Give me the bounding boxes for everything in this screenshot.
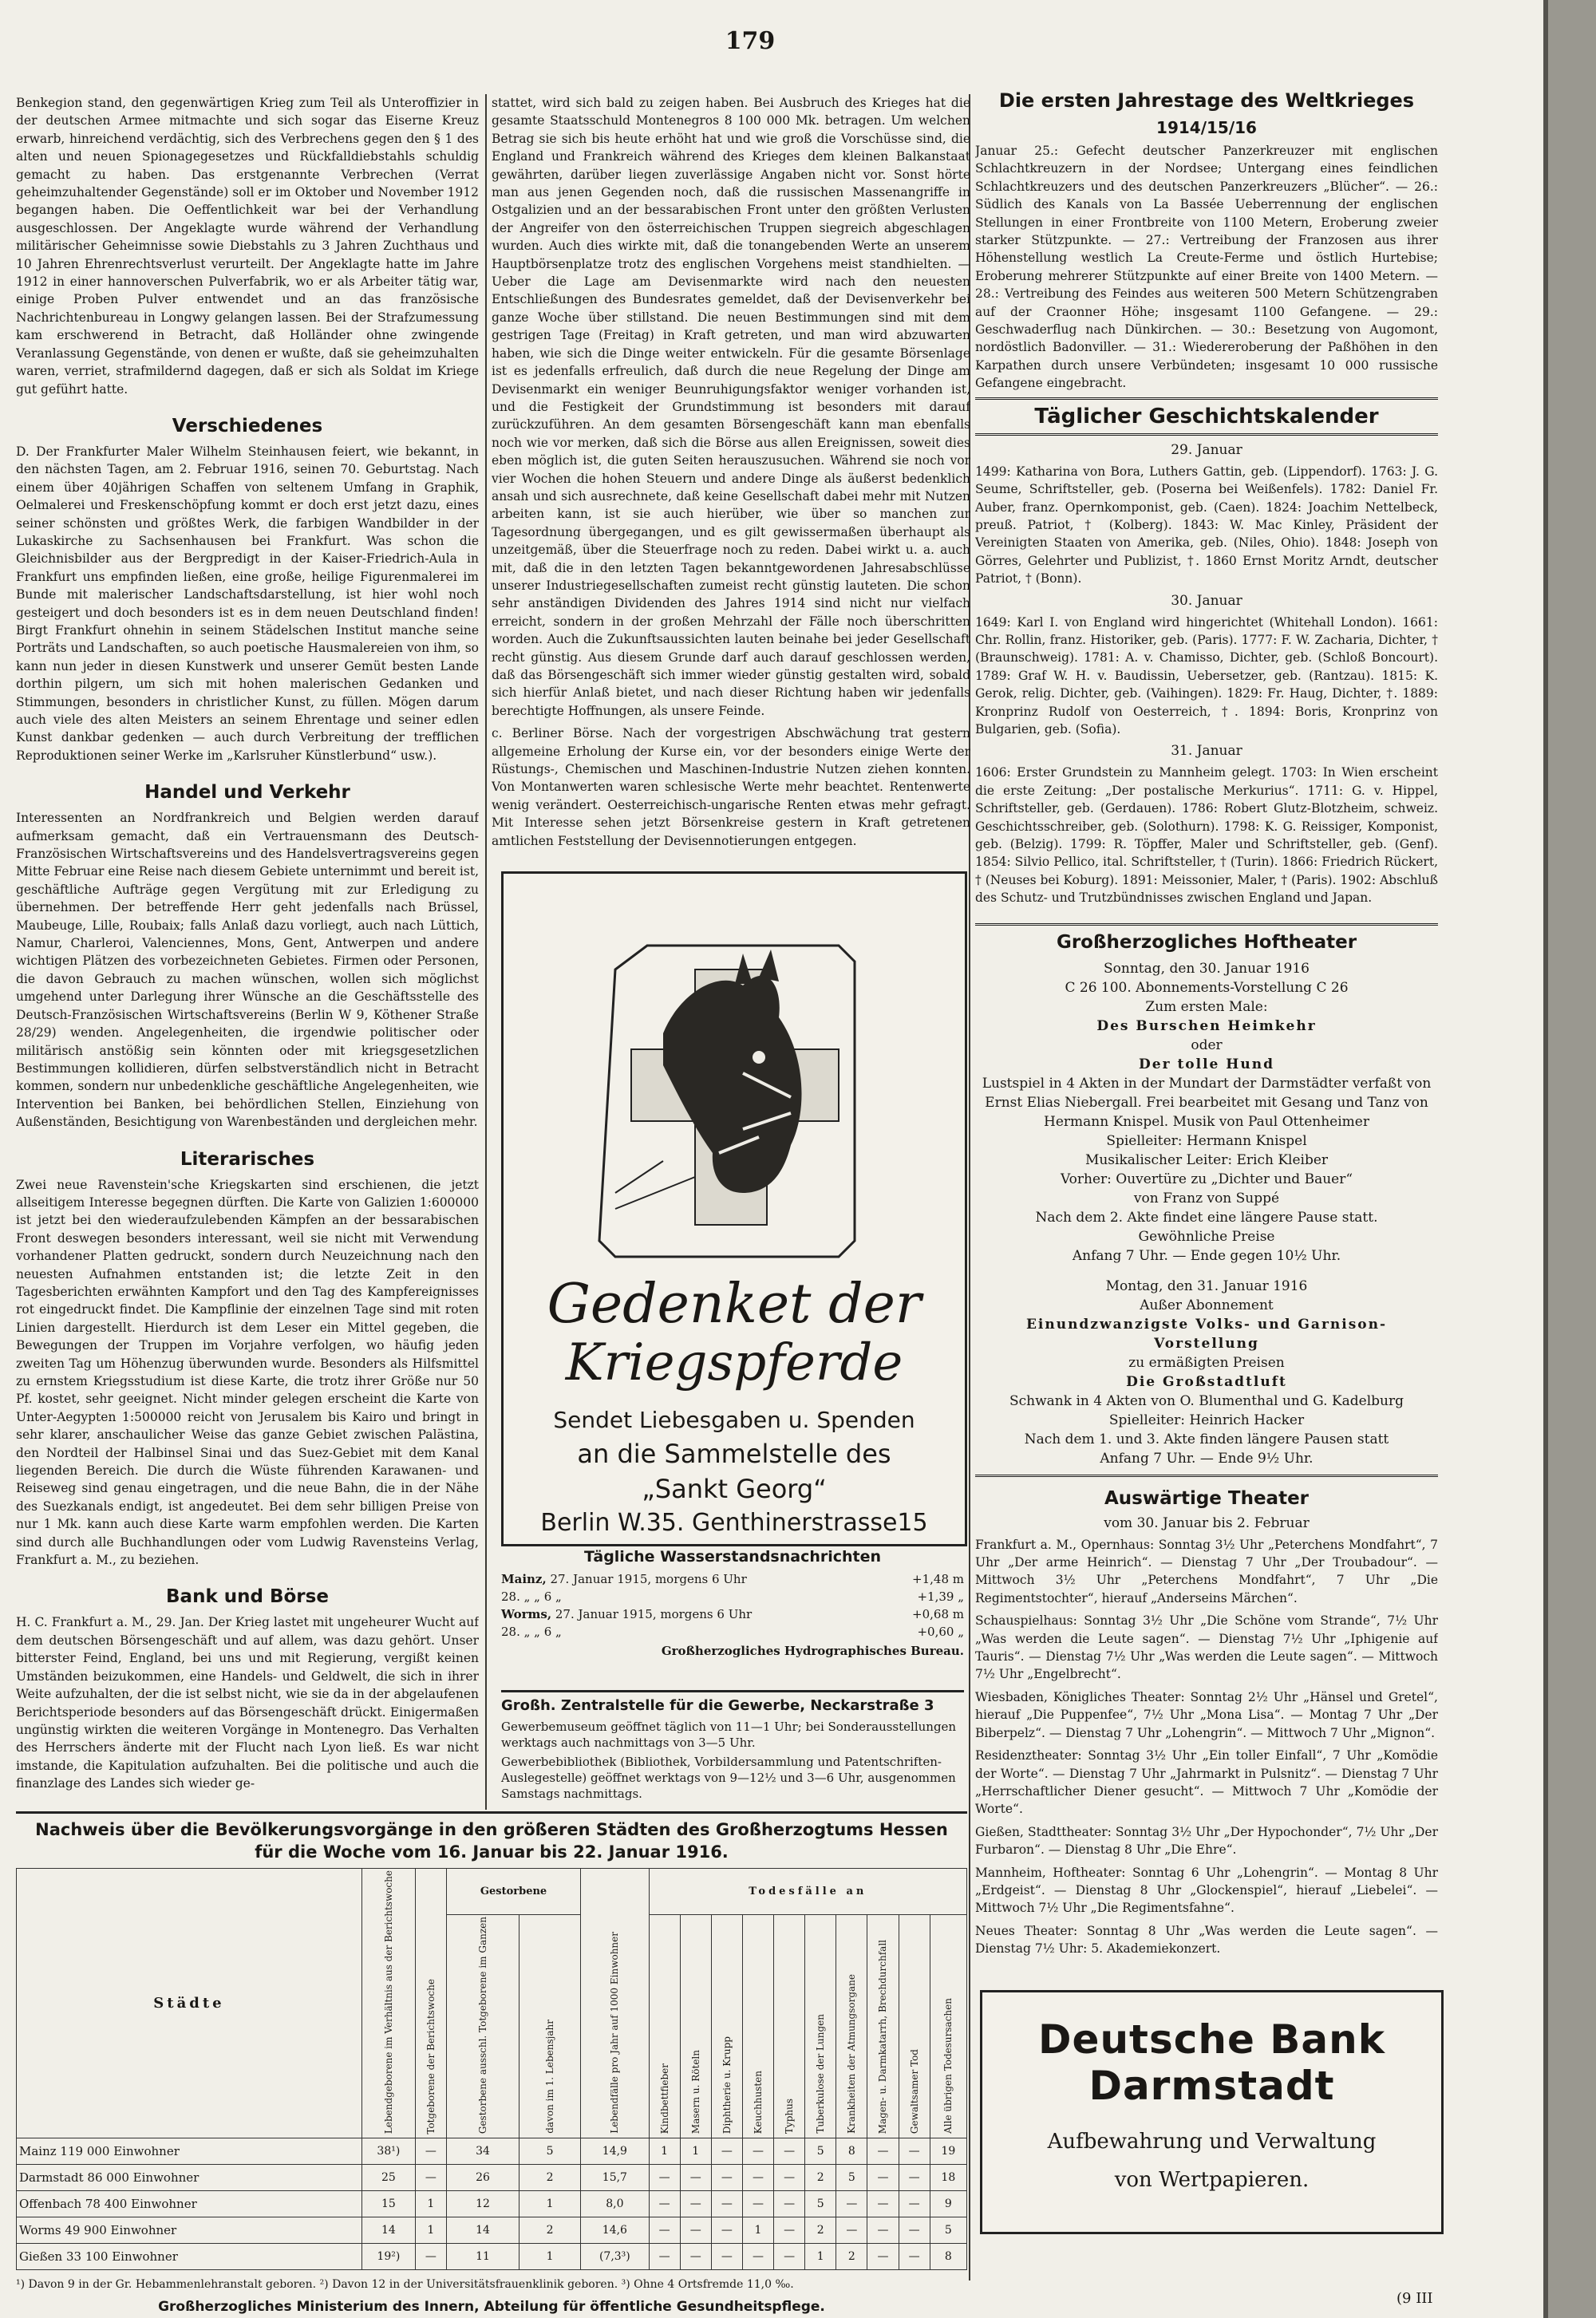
article-paragraph: c. Berliner Börse. Nach der vorgestrigen Abschwächung trat gestern allgemeine Erholung der Kurse ein, vor der besonders einige Werte der Rüstungs-, Chemischen und Maschinen-Industrie Nutzen ziehen konnten. Von Montanwerten waren schlesische Werte mehr beachtet. Rentenwerte wenig verändert. Oesterreichisch-ungarische Renten etwas mehr gefragt. Mit Interesse sehen jetzt Börsenkreise gestern in Kraft getretenen amtlichen Feststellung der Devisennotierungen entgegen.	[492, 726, 970, 848]
table-cell: 11	[446, 2244, 519, 2270]
table-cell: —	[711, 2244, 742, 2270]
column-header: Tuberkulose der Lungen	[815, 2014, 827, 2134]
water-level-report	[501, 1548, 964, 1684]
section-title-bank: Bank und Börse	[166, 1586, 329, 1608]
table-cell: —	[774, 2244, 805, 2270]
table-cell: —	[711, 2165, 742, 2191]
water-level-row: 28. „ „ 6 „ +0,60 „	[501, 1625, 964, 1639]
column-header: Alle übrigen Todesursachen	[942, 1998, 954, 2134]
table-row	[17, 2165, 967, 2191]
population-statistics	[16, 1811, 967, 2314]
table-cell: 14	[361, 2217, 415, 2244]
table-cell: —	[836, 2217, 867, 2244]
statistics-table	[16, 1868, 967, 2270]
group-header: Gestorbene	[446, 1869, 580, 1915]
auswaertig-subtitle: vom 30. Januar bis 2. Februar	[1104, 1514, 1310, 1531]
section-title-handel: Handel und Verkehr	[144, 782, 350, 804]
column-header: Krankheiten der Atmungsorgane	[846, 1974, 858, 2134]
table-cell: —	[415, 2138, 446, 2165]
table-cell: —	[742, 2191, 773, 2217]
table-cell: 5	[519, 2138, 581, 2165]
table-cell: —	[899, 2138, 930, 2165]
auswaertig-entry: Neues Theater: Sonntag 8 Uhr „Was werden die Leute sagen“. — Dienstag 7½ Uhr: 5. Akademiekonzert.	[975, 1923, 1438, 1957]
auswaertig-entry: Residenztheater: Sonntag 3½ Uhr „Ein toller Einfall“, 7 Uhr „Komödie der Worte“. — Dienstag 7 Uhr „Jahrmarkt in Pulsnitz“. — Dienstag 7 Uhr „Herrschaftlicher Diener gesucht“. — Mittwoch 7 Uhr „Komödie der Worte“.	[975, 1748, 1438, 1817]
table-cell: —	[867, 2217, 899, 2244]
table-cell: —	[711, 2138, 742, 2165]
water-level-row: Mainz, 27. Januar 1915, morgens 6 Uhr +1,48 m	[501, 1572, 964, 1586]
water-level-row: 28. „ „ 6 „ +1,39 „	[501, 1589, 964, 1604]
column-header: Gewaltsamer Tod	[908, 2049, 920, 2134]
table-cell: 2	[805, 2165, 836, 2191]
table-cell: 34	[446, 2138, 519, 2165]
table-cell: —	[774, 2217, 805, 2244]
table-cell: —	[867, 2165, 899, 2191]
column-header: Magen- u. Darmkatarrh, Brechdurchfall	[877, 1939, 889, 2134]
table-cell: —	[899, 2217, 930, 2244]
auswaertig-title: Auswärtige Theater	[1104, 1487, 1310, 1509]
table-cell: (7,3³)	[581, 2244, 649, 2270]
column-header: davon im 1. Lebensjahr	[544, 2020, 556, 2134]
table-cell: 2	[519, 2217, 581, 2244]
table-cell: 14,6	[581, 2217, 649, 2244]
gewerbe-line: Gewerbebibliothek (Bibliothek, Vorbildersammlung und Patentschriften-Auslegestelle) geöffnet werktags von 9—12½ und 3—6 Uhr, ausgenommen Samstags nachmittags.	[501, 1755, 956, 1801]
table-cell: 5	[805, 2191, 836, 2217]
calendar-entry: 1606: Erster Grundstein zu Mannheim gelegt. 1703: In Wien erscheint die erste Zeitung: „Der postalische Merkurius“. 1711: G. v. Hippel, Schriftsteller, geb. (Gerdauen). 1786: Robert Glutz-Blotzheim, schweiz. Geschichtsschreiber, geb. (Solothurn). 1798: K. G. Reissiger, Komponist, geb. (Belzig). 1799: R. Töpffer, Maler und Schriftsteller, geb. (Genf). 1854: Silvio Pellico, ital. Schriftsteller, † (Turin). 1866: Friedrich Rückert, † (Neuses bei Koburg). 1891: Meissonier, Maler, † (Paris). 1902: Abschluß des Schutz- und Trutzbündnisses zwischen England und Japan.	[975, 765, 1438, 906]
hoftheater-program: Sonntag, den 30. Januar 1916 C 26 100. Abonnements-Vorstellung C 26 Zum ersten Male: Des Burschen Heimkehr oder Der tolle Hund Lustspiel in 4 Akten in der Mundart der Darmstädter verfaßt von Ernst Elias Niebergall. Frei bearbeitet mit Gesang und Tanz von Hermann Knispel. Musik von Paul Ottenheimer Spielleiter: Hermann Knispel Musikalischer Leiter: Erich Kleiber Vorher: Ouvertüre zu „Dichter und Bauer“ von Franz von Suppé Nach dem 2. Akte findet eine längere Pause statt. Gewöhnliche Preise Anfang 7 Uhr. — Ende gegen 10½ Uhr. Montag, den 31. Januar 1916 Außer Abonnement Einundzwanzigste Volks- und Garnison-Vorstellung zu ermäßigten Preisen Die Großstadtluft Schwank in 4 Akten von O. Blumenthal und G. Kadelburg Spielleiter: Heinrich Hacker Nach dem 1. und 3. Akte finden längere Pausen statt Anfang 7 Uhr. — Ende 9½ Uhr.	[982, 960, 1432, 1467]
table-cell: 2	[836, 2244, 867, 2270]
deutsche-bank-advert	[980, 1990, 1444, 2234]
column-header: Lebendgeborene im Verhältnis aus der Berichtswoche	[382, 1870, 394, 2134]
statistics-body	[17, 2138, 967, 2270]
table-cell: —	[774, 2165, 805, 2191]
statistics-footnote: ¹) Davon 9 in der Gr. Hebammenlehranstalt geboren. ²) Davon 12 in der Universitätsfrauenklinik geboren. ³) Ohne 4 Ortsfremde 11,0 ‰.	[16, 2278, 794, 2292]
gewerbe-notice	[501, 1690, 964, 1801]
bank-name: Deutsche Bank Darmstadt	[1038, 2016, 1385, 2109]
anniversary-text: Januar 25.: Gefecht deutscher Panzerkreuzer mit englischen Schlachtkreuzern in der Nordsee; Untergang eines feindlichen Schlachtkreuzers und des deutschen Panzerkreuzers „Blücher“. — 26.: Südlich des Kanals von La Bassée Ueberrennung der englischen Stellungen in einer Frontbreite von 1100 Metern, Eroberung zweier starker Stützpunkte. — 27.: Vertreibung der Franzosen aus ihrer Höhenstellung westlich La Creute-Ferme und östlich Hurtebise; Eroberung mehrerer Stützpunkte auf einer Breite von 1400 Metern. — 28.: Vertreibung des Feindes aus weiteren 500 Metern Schützengraben auf der Craonner Höhe; insgesamt 1100 Gefangene. — 29.: Geschwaderflug nach Dünkirchen. — 30.: Besetzung von Augomont, nordöstlich Badonviller. — 31.: Wiedereroberung der Paßhöhen in den Karpathen durch unsere Verbündeten; insgesamt 10 000 russische Gefangene eingebracht.	[975, 144, 1438, 391]
table-cell: —	[867, 2191, 899, 2217]
auswaertig-entry: Gießen, Stadttheater: Sonntag 3½ Uhr „Der Hypochonder“, 7½ Uhr „Der Furbaron“. — Dienstag 8 Uhr „Die Ehre“.	[975, 1824, 1438, 1858]
table-cell: 38¹)	[361, 2138, 415, 2165]
article-paragraph: Interessenten an Nordfrankreich und Belgien werden darauf aufmerksam gemacht, daß ein Vertrauensmann des Deutsch-Französischen Wirtschaftsvereins und des Handelsvertragsvereins gegen Mitte Februar eine Reise nach diesem Gebiete unternimmt und bereit ist, geschäftliche Aufträge gegen Vergütung mit zur Erledigung zu übernehmen. Der betreffende Herr geht jedenfalls nach Brüssel, Maubeuge, Lille, Roubaix; falls Anlaß dazu vorliegt, auch nach Lüttich, Namur, Charleroi, Valenciennes, Mons, Gent, Antwerpen und andere wichtigen Plätzen des vorbezeichneten Gebietes. Firmen oder Personen, die davon Gebrauch zu machen wünschen, wollen sich möglichst umgehend unter Darlegung ihrer Wünsche an die Geschäftsstelle des Deutsch-Französischen Wirtschaftsvereins (Berlin W 9, Köthener Straße 28/29) wenden. Angelegenheiten, die irgendwie politischer oder militärisch anstößig sein könnten oder mit kriegsgesetzlichen Bestimmungen kollidieren, dürfen selbstverständlich nicht in Betracht kommen, sondern nur unbedenkliche geschäftliche Angelegenheiten, wie Intervention bei Banken, bei behördlichen Stellen, Einziehung von Außenständen, Besichtigung von Warenbeständen und dergleichen mehr.	[16, 811, 479, 1130]
column-header: Keuchhusten	[752, 2070, 764, 2134]
table-cell: —	[867, 2138, 899, 2165]
column-header: Lebendfälle pro Jahr auf 1000 Einwohner	[609, 1932, 621, 2134]
calendar-date: 31. Januar	[1171, 743, 1242, 760]
column-header: Masern u. Röteln	[689, 2050, 701, 2134]
article-paragraph: stattet, wird sich bald zu zeigen haben. Bei Ausbruch des Krieges hat die gesamte Staatsschuld Montenegros 8 100 000 Mk. betragen. Um welchen Betrag sie sich bis heute erhöht hat und wie groß die Vorschüsse sind, die England und Frankreich während des Krieges dem kleinen Balkanstaat gewährten, darüber liegen zuverlässige Angaben nicht vor. Sonst hörte man aus jenen Gegenden noch, daß die russischen Massenangriffe in Ostgalizien und an der bessarabischen Front unter den größten Verlusten der Angreifer von den österreichischen Truppen siegreich abgeschlagen wurden. Auch dies wirkte mit, daß die tonangebenden Werte an unserem Hauptbörsenplatze trotz des englischen Vorgehens meist standhielten. — Ueber die Lage am Devisenmarkte wird nach den neuesten Entschließungen des Bundesrates gemeldet, daß der Devisenverkehr bei ganze Woche über stillstand. Die neuen Bestimmungen sind mit dem gestrigen Tage (Freitag) in Kraft getreten, und man wird abzuwarten haben, wie sich die Dinge weiter entwickeln. Für die gesamte Börsenlage ist es jedenfalls erfreulich, daß durch die neue Regelung der Dinge am Devisenmarkt ein weniger Beunruhigungsfaktor weniger vorhanden ist, und die Festigkeit der Grundstimmung ist besonders mit darauf zurückzuführen. An dem gesamten Börsengeschäft kann man ebenfalls noch wie vor merken, daß sich die Börse aus allen Ereignissen, soweit dies eben möglich ist, die guten Seiten herauszusuchen. Während sie noch vor vier Wochen die hohen Steuern und andere Dinge als äußerst bedenklich ansah und sich ausrechnete, daß keine Gesellschaft dabei mehr mit Nutzen arbeiten kann, ist sie auch hierüber, wie über so manchen zur Tagesordnung übergegangen, und es gilt gewissermaßen überhaupt als unzeitgemäß, über die Steuerfrage noch zu reden. Dabei wirkt u. a. auch mit, daß die in den letzten Tagen bekanntgewordenen Jahresabschlüsse unserer Industriegesellschaften zumeist recht günstig lauteten. Die schon sehr anständigen Dividenden des Jahres 1914 sind nicht nur vielfach erreicht, sondern in der großen Mehrzahl der Fälle noch überschritten worden. Auch die Zukunftsaussichten lauten beinahe bei jeder Gesellschaft recht günstig. Aus diesem Grunde darf auch darauf geschlossen werden, daß das Börsengeschäft sich immer wieder günstig gestalten wird, sobald sich hierfür Anlaß bietet, und nach dieser Richtung haben wir jedenfalls berechtigte Hoffnungen, als unsere Feinde.	[492, 96, 970, 718]
table-cell: —	[711, 2217, 742, 2244]
table-cell: —	[836, 2191, 867, 2217]
table-cell: 8	[836, 2138, 867, 2165]
anniversary-title: Die ersten Jahrestage des Weltkrieges	[998, 89, 1415, 112]
gewerbe-line: Gewerbemuseum geöffnet täglich von 11—1 Uhr; bei Sonderausstellungen werktags auch nachmittags von 3—5 Uhr.	[501, 1720, 957, 1750]
calendar-entry: 1649: Karl I. von England wird hingerichtet (Whitehall London). 1661: Chr. Rollin, franz. Historiker, geb. (Paris). 1777: F. W. Zacharia, Dichter, † (Braunschweig). 1781: A. v. Chamisso, Dichter, geb. (Schloß Boncourt). 1789: Graf W. H. v. Baudissin, Uebersetzer, geb. (Rantzau). 1815: K. Gerok, relig. Dichter, geb. (Vaihingen). 1829: Fr. Haug, Dichter, †. 1889: Kronprinz Rudolf von Oesterreich, †. 1894: Boris, Kronprinz von Bulgarien, geb. (Sofia).	[975, 614, 1438, 736]
article-paragraph: Benkegion stand, den gegenwärtigen Krieg zum Teil als Unteroffizier in der deutschen Armee mitmachte und sich sogar das Eiserne Kreuz erwarb, hinreichend verdächtig, sich des Verbrechens gegen den § 1 des alten und neuen Spionagegesetzes und Rückfalldiebstahls schuldig gemacht zu haben. Das erstgenannte Verbrechen (Verrat geheimzuhaltender Gegenstände) soll er im Oktober und November 1912 begangen haben. Die Oeffentlichkeit war bei der Verhandlung ausgeschlossen. Der Angeklagte wurde während der Verhandlung militärischer Geheimnisse sowie Diebstahls zu 3 Jahren Zuchthaus und 10 Jahren Ehrenrechtsverlust verurteilt. Der Angeklagte hatte im Jahre 1912 in einer hannoverschen Pulverfabrik, wo er als Arbeiter tätig war, einige Proben Pulver entwendet und an das französische Nachrichtenbureau in Longwy gelangen lassen. Bei der Strafzumessung kam erschwerend in Betracht, daß Holländer ohne zwingende Veranlassung Gegenstände, von denen er wußte, daß sie geheimzuhalten waren, verriet, strafmildernd dagegen, daß er sich als Soldat im Kriege gut geführt hatte.	[16, 96, 479, 397]
section-title-verschiedenes: Verschiedenes	[172, 415, 323, 436]
table-cell: —	[711, 2191, 742, 2217]
table-cell: —	[899, 2244, 930, 2270]
bank-ad-code: (9 III	[1396, 2290, 1433, 2307]
auswaertig-entry: Wiesbaden, Königliches Theater: Sonntag 2½ Uhr „Hänsel und Gretel“, hierauf „Die Puppenfee“, 7½ Uhr „Mona Lisa“. — Montag 7 Uhr „Der Biberpelz“. — Dienstag 7 Uhr „Lohengrin“. — Mittwoch 7 Uhr „Mignon“.	[975, 1689, 1438, 1740]
table-cell: —	[415, 2244, 446, 2270]
water-level-row: Worms, 27. Januar 1915, morgens 6 Uhr +0,68 m	[501, 1607, 964, 1621]
article-paragraph: Zwei neue Ravenstein'sche Kriegskarten sind erschienen, die jetzt allseitigem Interesse begegnen dürften. Die Karte von Galizien 1:600000 ist jetzt bei den wiederaufzulebenden Kämpfen an der bessarabischen Front deswegen besonders interessant, weil sie nicht mit Verwendung vorhandener Platten gedruckt, sondern durch Neuzeichnung nach den neuesten Aufnahmen entstanden ist; die letzte Zeit in den Tagesberichten erwähnten Kampfort und den Tag des Kampfereignisses rot eingedruckt findet. Die Kampflinie der einzelnen Tage sind mit roten Linien dargestellt. Hierdurch ist dem Leser ein Mittel gegeben, die Bewegungen der Truppen im Vorjahre verfolgen, wo häufig jeden zweiten Tag um Höhenzug überwunden wurde. Besonders als Hilfsmittel zu ernstem Kriegsstudium ist diese Karte, die trotz ihrer Größe nur 50 Pf. kostet, sehr geeignet. Nicht minder gelegen erscheint die Karte von Unter-Aegypten 1:500000 reicht von Jerusalem bis Kairo und bringt in sehr klarer, anschaulicher Weise das ganze Gebiet zwischen Palästina, den Nordteil der Halbinsel Sinai und das Suez-Gebiet mit dem Kanal liegenden Bereich. Die durch die Wüste führenden Karawanen- und Reiseweg sind genau eingetragen, und die neue Bahn, die in der Nähe des Suezkanals endigt, ist angedeutet. Bei dem sehr billigen Preise von nur 1 Mk. kann auch diese Karte warm empfohlen werden. Die Karten sind durch alle Buchhandlungen oder vom Ludwig Ravensteins Verlag, Frankfurt a. M., zu beziehen.	[16, 1177, 479, 1568]
table-cell: —	[649, 2217, 680, 2244]
column-header: Diphtherie u. Krupp	[721, 2036, 733, 2134]
column-left	[16, 94, 479, 1810]
advert-address: Berlin W.35. Genthinerstrasse15	[540, 1509, 928, 1537]
table-cell: 19²)	[361, 2244, 415, 2270]
table-cell: —	[649, 2244, 680, 2270]
section-title-literarisches: Literarisches	[180, 1148, 315, 1170]
statistics-signature: Großherzogliches Ministerium des Innern, Abteilung für öffentliche Gesundheitspflege.	[158, 2299, 825, 2316]
table-cell: 2	[519, 2165, 581, 2191]
advert-headline: Gedenket der	[547, 1273, 922, 1336]
table-cell: 25	[361, 2165, 415, 2191]
city-cell: Worms 49 900 Einwohner	[17, 2217, 362, 2244]
bank-service: Aufbewahrung und Verwaltung	[1047, 2130, 1377, 2154]
table-cell: 1	[415, 2191, 446, 2217]
column-header: Kindbettfieber	[658, 2063, 670, 2134]
gewerbe-title: Großh. Zentralstelle für die Gewerbe, Neckarstraße 3	[501, 1697, 934, 1714]
hoftheater-box	[975, 923, 1438, 1477]
table-cell: 14,9	[581, 2138, 649, 2165]
table-cell: 8	[930, 2244, 966, 2270]
column-header-staedte: Städte	[17, 1869, 362, 2138]
table-cell: 1	[519, 2191, 581, 2217]
water-level-title: Tägliche Wasserstandsnachrichten	[583, 1548, 882, 1566]
column-header: Gestorbene ausschl. Totgeborene im Ganzen	[477, 1917, 488, 2134]
table-cell: 1	[742, 2217, 773, 2244]
anniversary-subtitle: 1914/15/16	[1156, 118, 1257, 137]
city-cell: Mainz 119 000 Einwohner	[17, 2138, 362, 2165]
table-cell: 8,0	[581, 2191, 649, 2217]
table-cell: 5	[805, 2138, 836, 2165]
table-cell: 26	[446, 2165, 519, 2191]
calendar-date: 30. Januar	[1171, 592, 1242, 609]
article-paragraph: H. C. Frankfurt a. M., 29. Jan. Der Krieg lastet mit ungeheurer Wucht auf dem deutschen Börsengeschäft und auf allem, was dazu gehört. Unser bitterster Feind, England, bei uns und mit Regierung, vergißt keinen Umständen beizukommen, eine Handels- und Geldwelt, die sich in ihrer Weite aufzuhalten, der die ist selbst nicht, wie sie da in der abgelaufenen Berichtsperiode besonders auf das Börsengeschäft drückt. Einigermaßen ungünstig wirkten die weiteren Vorgänge in Montenegro. Das Verhalten des Herrschers änderte mit der Flucht nach Lyon ließ. Es war nicht imstande, die Kapitulation aufzuhalten. Bei die politische und auch die finanzlage des Landes sich wieder ge-	[16, 1615, 479, 1791]
auswaertig-entry: Frankfurt a. M., Opernhaus: Sonntag 3½ Uhr „Peterchens Mondfahrt“, 7 Uhr „Der arme Heinrich“. — Dienstag 7 Uhr „Der Troubadour“. — Mittwoch 3½ Uhr „Peterchens Mondfahrt“, 7 Uhr „Die Regimentstochter“, hierauf „Anderseins Märchen“.	[975, 1537, 1438, 1605]
table-cell: 18	[930, 2165, 966, 2191]
book-binding-edge	[1543, 0, 1596, 2318]
table-cell: 5	[930, 2217, 966, 2244]
city-cell: Gießen 33 100 Einwohner	[17, 2244, 362, 2270]
auswaertig-entry: Mannheim, Hoftheater: Sonntag 6 Uhr „Lohengrin“. — Montag 8 Uhr „Erdgeist“. — Dienstag 8 Uhr „Glockenspiel“, hierauf „Liebelei“. — Mittwoch 7½ Uhr „Die Regimentsfahne“.	[975, 1865, 1438, 1916]
table-cell: —	[774, 2191, 805, 2217]
table-cell: 19	[930, 2138, 966, 2165]
city-cell: Darmstadt 86 000 Einwohner	[17, 2165, 362, 2191]
table-cell: 15	[361, 2191, 415, 2217]
table-cell: 2	[805, 2217, 836, 2244]
table-cell: —	[415, 2165, 446, 2191]
table-cell: 5	[836, 2165, 867, 2191]
table-cell: 1	[415, 2217, 446, 2244]
table-cell: —	[742, 2138, 773, 2165]
column-header: Totgeborene der Berichtswoche	[425, 1978, 437, 2134]
table-row	[17, 2138, 967, 2165]
hoftheater-title: Großherzogliches Hoftheater	[1056, 931, 1357, 953]
calendar-title: Täglicher Geschichtskalender	[975, 397, 1438, 436]
table-cell: —	[649, 2191, 680, 2217]
table-row	[17, 2244, 967, 2270]
column-header: Typhus	[784, 2099, 796, 2134]
table-cell: 15,7	[581, 2165, 649, 2191]
table-cell: —	[774, 2138, 805, 2165]
table-cell: 1	[519, 2244, 581, 2270]
table-cell: —	[867, 2244, 899, 2270]
table-cell: 1	[805, 2244, 836, 2270]
calendar-entry: 1499: Katharina von Bora, Luthers Gattin, geb. (Lippendorf). 1763: J. G. Seume, Schriftsteller, geb. (Poserna bei Weißenfels). 1782: Daniel Fr. Auber, franz. Opernkomponist, geb. (Caen). 1824: Joachim Nettelbeck, preuß. Patriot, † (Kolberg). 1843: W. Mac Kinley, Präsident der Vereinigten Staaten von Amerika, geb. (Niles, Ohio). 1848: Joseph von Görres, Gelehrter und Publizist, †. 1860 Ernst Moritz Arndt, deutscher Patriot, † (Bonn).	[975, 464, 1438, 586]
table-cell: —	[899, 2191, 930, 2217]
table-cell: 12	[446, 2191, 519, 2217]
table-cell: 1	[680, 2138, 711, 2165]
statistics-title: Nachweis über die Bevölkerungsvorgänge in den größeren Städten des Großherzogtums Hessen für die Woche vom 16. Januar bis 22. Januar 1916.	[16, 1811, 967, 1863]
advert-text: Sendet Liebesgaben u. Spenden	[553, 1407, 915, 1433]
table-cell: 14	[446, 2217, 519, 2244]
table-cell: —	[680, 2191, 711, 2217]
calendar-date: 29. Januar	[1171, 441, 1242, 458]
advert-text: „Sankt Georg“	[642, 1474, 827, 1504]
advert-text: an die Sammelstelle des	[577, 1439, 891, 1469]
table-cell: —	[742, 2165, 773, 2191]
column-divider	[485, 94, 487, 1810]
page-number: 179	[725, 27, 776, 55]
table-row	[17, 2191, 967, 2217]
bank-service: von Wertpapieren.	[1114, 2168, 1310, 2192]
table-cell: —	[680, 2244, 711, 2270]
war-horses-advert	[501, 871, 967, 1546]
auswaertig-entry: Schauspielhaus: Sonntag 3½ Uhr „Die Schöne vom Strande“, 7½ Uhr „Was werden die Leute sagen“. — Dienstag 7½ Uhr „Iphigenie auf Tauris“. — Dienstag 7½ Uhr „Was werden die Leute sagen“. — Mittwoch 7½ Uhr „Engelbrecht“.	[975, 1613, 1438, 1682]
table-row	[17, 2217, 967, 2244]
group-header: Todesfälle an	[649, 1869, 966, 1915]
article-paragraph: D. Der Frankfurter Maler Wilhelm Steinhausen feiert, wie bekannt, in den nächsten Tagen, am 2. Februar 1916, seinen 70. Geburtstag. Nach einem über 40jährigen Schaffen von seltenem Umfang in Graphik, Oelmalerei und Freskenschöpfung kommt er doch erst jetzt dazu, eines seiner schönsten und größtes Werk, die farbigen Wandbilder in der Lukaskirche zu Sachsenhausen bei Frankfurt. Was schon die Gleichnisbilder aus der Bergpredigt in der Kaiser-Friedrich-Aula in Frankfurt uns empfinden ließen, eine große, heilige Figurenmalerei im Bunde mit malerischer Landschaftsdarstellung, ist hier wohl noch gesteigert und doch besonders ist es in dem neuen Deutschland finden! Birgt Frankfurt ohnehin in seinem Städelschen Institut manche seine Porträts und Landschaften, so auch poetische Hausmalereien von ihm, so kann nun jeder in diesen Kunstwerk und unserer Gemüt besten Lande dorthin pilgern, um sich mit hohen malerischen Gedanken und Stimmungen, besonders in christlicher Kunst, zu füllen. Mögen darum auch viele des alten Meisters an seinem Ehrentage und seiner edlen Kunst dankbar gedenken — auch durch Verbreitung der trefflichen Reproduktionen seiner Werke im „Karlsruher Künstlerbund“ usw.).	[16, 444, 479, 763]
city-cell: Offenbach 78 400 Einwohner	[17, 2191, 362, 2217]
water-level-signature: Großherzogliches Hydrographisches Bureau.	[661, 1644, 964, 1658]
column-right	[975, 88, 1438, 2043]
table-cell: —	[742, 2244, 773, 2270]
table-cell: —	[680, 2165, 711, 2191]
table-cell: —	[899, 2165, 930, 2191]
advert-headline: Kriegspferde	[565, 1333, 903, 1392]
table-cell: 9	[930, 2191, 966, 2217]
column-middle	[492, 94, 970, 884]
table-cell: —	[680, 2217, 711, 2244]
table-cell: —	[649, 2165, 680, 2191]
table-cell: 1	[649, 2138, 680, 2165]
